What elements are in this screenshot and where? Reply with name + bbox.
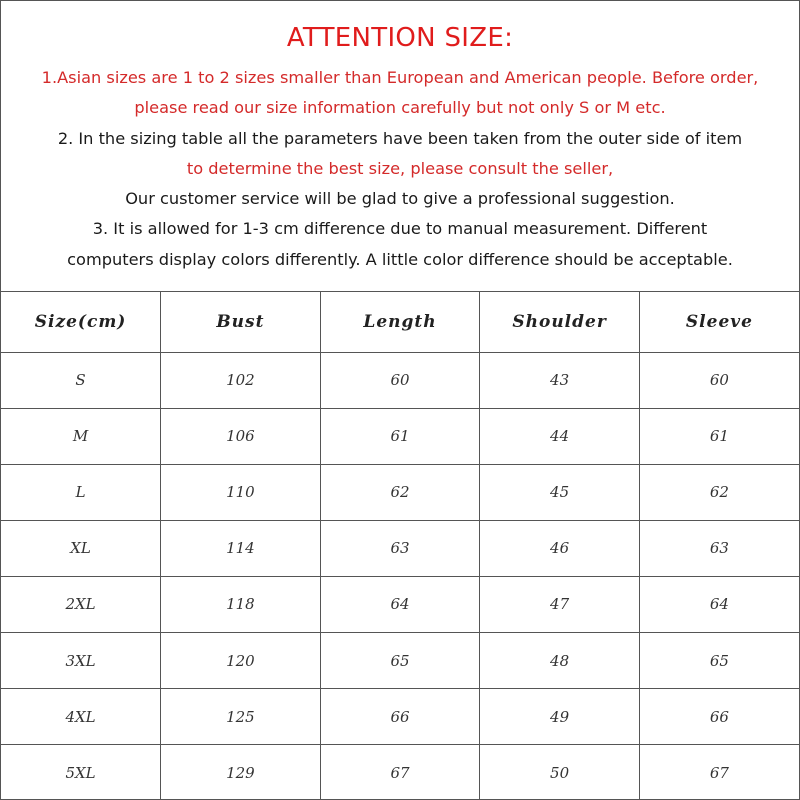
table-row: [1, 520, 799, 576]
cell-length: 61: [320, 408, 480, 464]
notice-title: ATTENTION SIZE:: [286, 23, 514, 53]
cell-size: L: [1, 464, 161, 520]
header-bust: Bust: [161, 292, 321, 352]
cell-bust: 125: [161, 689, 321, 745]
header-shoulder: Shoulder: [480, 292, 640, 352]
table-row: [1, 632, 799, 688]
notice-line-5: Our customer service will be glad to give a professional suggestion.: [125, 189, 675, 209]
cell-shoulder: 50: [480, 745, 640, 800]
table-row: [1, 352, 799, 408]
cell-size: S: [1, 352, 161, 408]
table-header-row: [1, 292, 799, 352]
notice-line-6: 3. It is allowed for 1-3 cm difference due to manual measurement. Different: [92, 219, 708, 239]
header-length: Length: [320, 292, 480, 352]
cell-length: 63: [320, 520, 480, 576]
table-row: [1, 576, 799, 632]
notice-line-3: 2. In the sizing table all the parameters have been taken from the outer side of item: [57, 128, 743, 148]
cell-shoulder: 43: [480, 352, 640, 408]
notice-line-4: to determine the best size, please consult the seller,: [186, 158, 614, 178]
cell-shoulder: 44: [480, 408, 640, 464]
cell-bust: 102: [161, 352, 321, 408]
cell-sleeve: 64: [639, 576, 799, 632]
cell-length: 60: [320, 352, 480, 408]
cell-shoulder: 49: [480, 689, 640, 745]
cell-shoulder: 47: [480, 576, 640, 632]
header-sleeve: Sleeve: [639, 292, 799, 352]
cell-size: M: [1, 408, 161, 464]
cell-sleeve: 67: [639, 745, 799, 800]
size-notice: [1, 1, 799, 292]
cell-size: 5XL: [1, 745, 161, 800]
cell-size: 4XL: [1, 689, 161, 745]
cell-sleeve: 62: [639, 464, 799, 520]
cell-bust: 106: [161, 408, 321, 464]
cell-sleeve: 61: [639, 408, 799, 464]
table-row: [1, 745, 799, 800]
cell-length: 65: [320, 632, 480, 688]
notice-line-2: please read our size information carefully but not only S or M etc.: [134, 98, 666, 118]
cell-length: 62: [320, 464, 480, 520]
notice-line-7: computers display colors differently. A little color difference should be acceptable.: [67, 249, 733, 269]
cell-shoulder: 45: [480, 464, 640, 520]
cell-shoulder: 48: [480, 632, 640, 688]
cell-sleeve: 63: [639, 520, 799, 576]
table-row: [1, 408, 799, 464]
cell-size: 2XL: [1, 576, 161, 632]
cell-sleeve: 65: [639, 632, 799, 688]
cell-length: 67: [320, 745, 480, 800]
cell-bust: 129: [161, 745, 321, 800]
cell-sleeve: 66: [639, 689, 799, 745]
cell-bust: 118: [161, 576, 321, 632]
cell-size: 3XL: [1, 632, 161, 688]
cell-length: 64: [320, 576, 480, 632]
cell-size: XL: [1, 520, 161, 576]
header-size: Size(cm): [1, 292, 161, 352]
table-row: [1, 464, 799, 520]
cell-bust: 114: [161, 520, 321, 576]
cell-bust: 110: [161, 464, 321, 520]
size-table: [1, 292, 799, 800]
cell-shoulder: 46: [480, 520, 640, 576]
cell-length: 66: [320, 689, 480, 745]
notice-line-1: 1.Asian sizes are 1 to 2 sizes smaller than European and American people. Before order,: [41, 68, 759, 87]
cell-bust: 120: [161, 632, 321, 688]
cell-sleeve: 60: [639, 352, 799, 408]
table-row: [1, 689, 799, 745]
